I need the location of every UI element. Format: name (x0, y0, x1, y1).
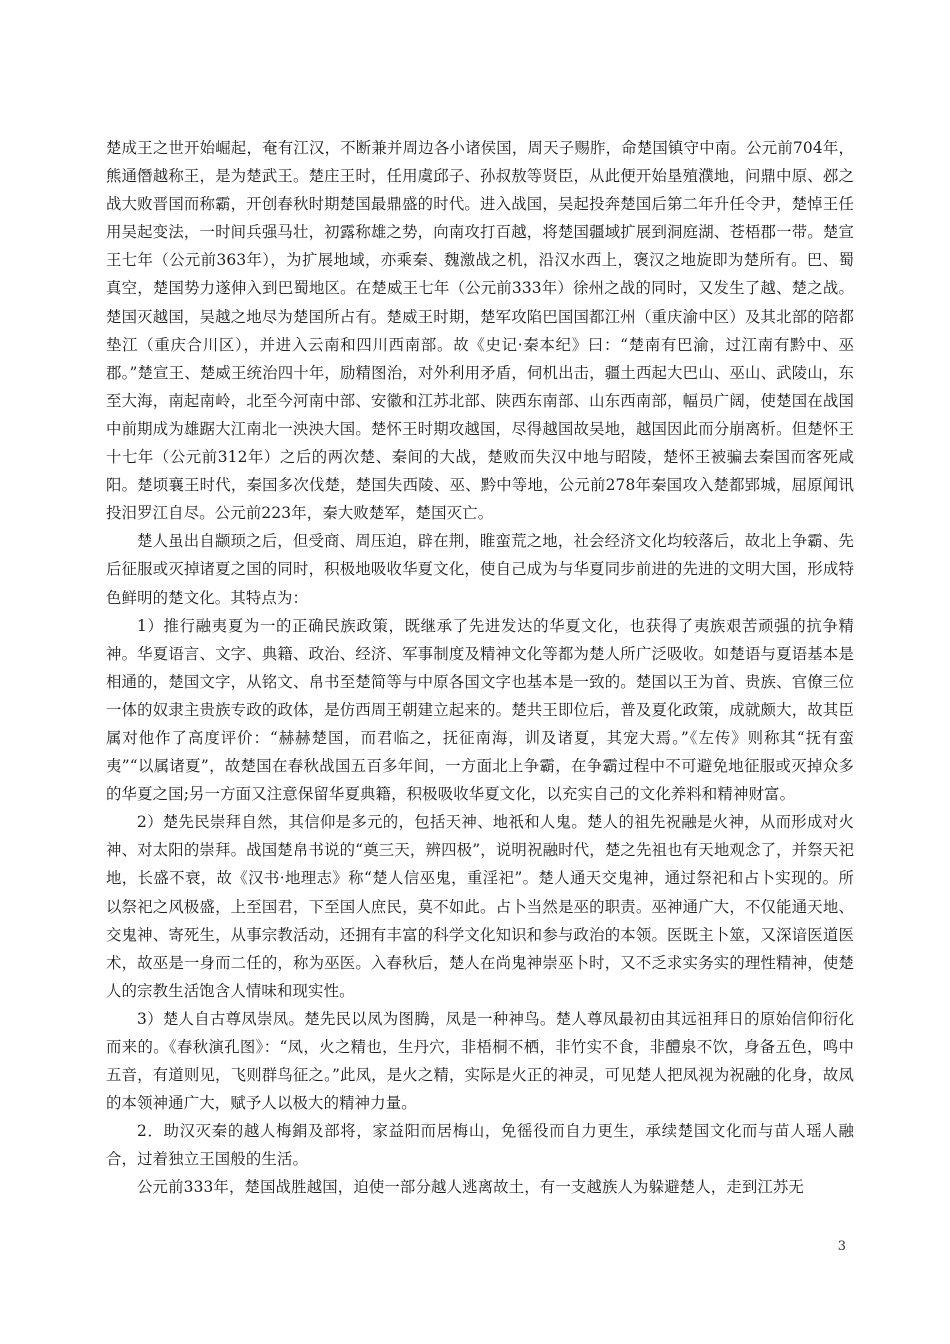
paragraph-chu-history: 楚成王之世开始崛起，奄有江汉，不断兼并周边各小诸侯国，周天子赐胙，命楚国镇守中南。公元前704年，熊通僭越称王，是为楚武王。楚庄王时，任用虞邱子、孙叔敖等贤臣，从此便开始垦殖濮地，问鼎中原、邲之战大败晋国而称霸，开创春秋时期楚国最鼎盛的时代。进入战国，吴起投奔楚国后第二年升任令尹，楚悼王任用吴起变法，一时间兵强马壮，初露称雄之势，向南攻打百越，将楚国疆域扩展到洞庭湖、苍梧郡一带。楚宣王七年（公元前363年），为扩展地域，亦乘秦、魏激战之机，沿汉水西上，褒汉之地旋即为楚所有。巴、蜀真空，楚国势力遂伸入到巴蜀地区。在楚威王七年（公元前333年）徐州之战的同时，又发生了越、楚之战。楚国灭越国，吴越之地尽为楚国所占有。楚威王时期，楚军攻陷巴国国都江州（重庆渝中区）及其北部的陪都垫江（重庆合川区），并进入云南和四川西南部。故《史记·秦本纪》曰：“楚南有巴渝，过江南有黔中、巫郡。”楚宣王、楚威王统治四十年，励精图治，对外利用矛盾，伺机出击，疆土西起大巴山、巫山、武陵山，东至大海，南起南岭，北至今河南中部、安徽和江苏北部、陕西东南部、山东西南部，幅员广阔，使楚国在战国中前期成为雄踞大江南北一泱泱大国。楚怀王时期攻越国，尽得越国故吴地，越国因此而分崩离析。但楚怀王十七年（公元前312年）之后的两次楚、秦间的大战，楚败而失汉中地与昭陵，楚怀王被骗去秦国而客死咸阳。楚顷襄王时代，秦国多次伐楚，楚国失西陵、巫、黔中等地，公元前278年秦国攻入楚都郢城，屈原闻讯投汨罗江自尽。公元前223年，秦大败楚军，楚国灭亡。 (106, 139, 854, 523)
paragraph-chu-culture-intro: 楚人虽出自颛顼之后，但受商、周压迫，辟在荆，睢蛮荒之地，社会经济文化均较落后，故北上争霸、先后征服或灭掉诸夏之国的同时，积极地吸收华夏文化，使自己成为与华夏同步前进的先进的文明大国，形成特色鲜明的楚文化。其特点为： (106, 532, 854, 607)
paragraph-point-2-nature-worship: 2）楚先民崇拜自然，其信仰是多元的，包括天神、地祇和人鬼。楚人的祖先祝融是火神，从而形成对火神、对太阳的崇拜。战国楚帛书说的“奠三天，辨四极”，说明祝融时代，楚之先祖也有天地观念了，并祭天祀地，长盛不衰，故《汉书·地理志》称“楚人信巫鬼，重淫祀”。楚人通天交鬼神，通过祭祀和占卜实现的。所以祭祀之风极盛，上至国君，下至国人庶民，莫不如此。占卜当然是巫的职责。巫神通广大，不仅能通天地、交鬼神、寄死生，从事宗教活动，还拥有丰富的科学文化知识和参与政治的本领。医既主卜筮，又深谙医道医术，故巫是一身而二任的，称为巫医。入春秋后，楚人在尚鬼神崇巫卜时，又不乏求实务实的理性精神，使楚人的宗教生活饱含人情味和现实性。 (106, 813, 854, 1000)
paragraph-point-1-ethnic-policy: 1）推行融夷夏为一的正确民族政策，既继承了先进发达的华夏文化，也获得了夷族艰苦顽强的抗争精神。华夏语言、文字、典籍、政治、经济、军事制度及精神文化等都为楚人所广泛吸收。如楚语与夏语基本是相通的，楚国文字，从铭文、帛书至楚简等与中原各国文字也基本是一致的。楚国以王为首、贵族、官僚三位一体的奴隶主贵族专政的政体，是仿西周王朝建立起来的。楚共王即位后，普及夏化政策，成就颇大，故其臣属对他作了高度评价：“赫赫楚国，而君临之，抚征南海，训及诸夏，其宠大焉。”《左传》则称其“抚有蛮夷”“以属诸夏”，故楚国在春秋战国五百多年间，一方面北上争霸，在争霸过程中不可避免地征服或灭掉众多的华夏之国;另一方面又注意保留华夏典籍，积极吸收华夏文化，以充实自己的文化养料和精神财富。 (106, 616, 854, 804)
paragraph-point-3-phoenix-worship: 3）楚人自古尊凤崇凤。楚先民以凤为图腾，凤是一种神鸟。楚人尊凤最初由其远祖拜日的原始信仰衍化而来的。《春秋演孔图》：“凤，火之精也，生丹穴，非梧桐不栖，非竹实不食，非醴泉不饮，身备五色，鸣中五音，有道则见，飞则群鸟征之。”此凤，是火之精，实际是火正的神灵，可见楚人把凤视为祝融的化身，故凤的本领神通广大，赋予人以极大的精神力量。 (106, 1009, 854, 1113)
page-number: 3 (837, 1239, 846, 1254)
paragraph-section-2-meijuan: 2．助汉灭秦的越人梅鋗及部将，家益阳而居梅山，免徭役而自力更生，承续楚国文化而与苗人瑶人融合，过着独立王国般的生活。 (106, 1122, 854, 1169)
page-body (106, 134, 854, 1202)
paragraph-333bc-yue: 公元前333年，楚国战胜越国，迫使一部分越人逃离故土，有一支越族人为躲避楚人，走到江苏无 (137, 1178, 804, 1197)
